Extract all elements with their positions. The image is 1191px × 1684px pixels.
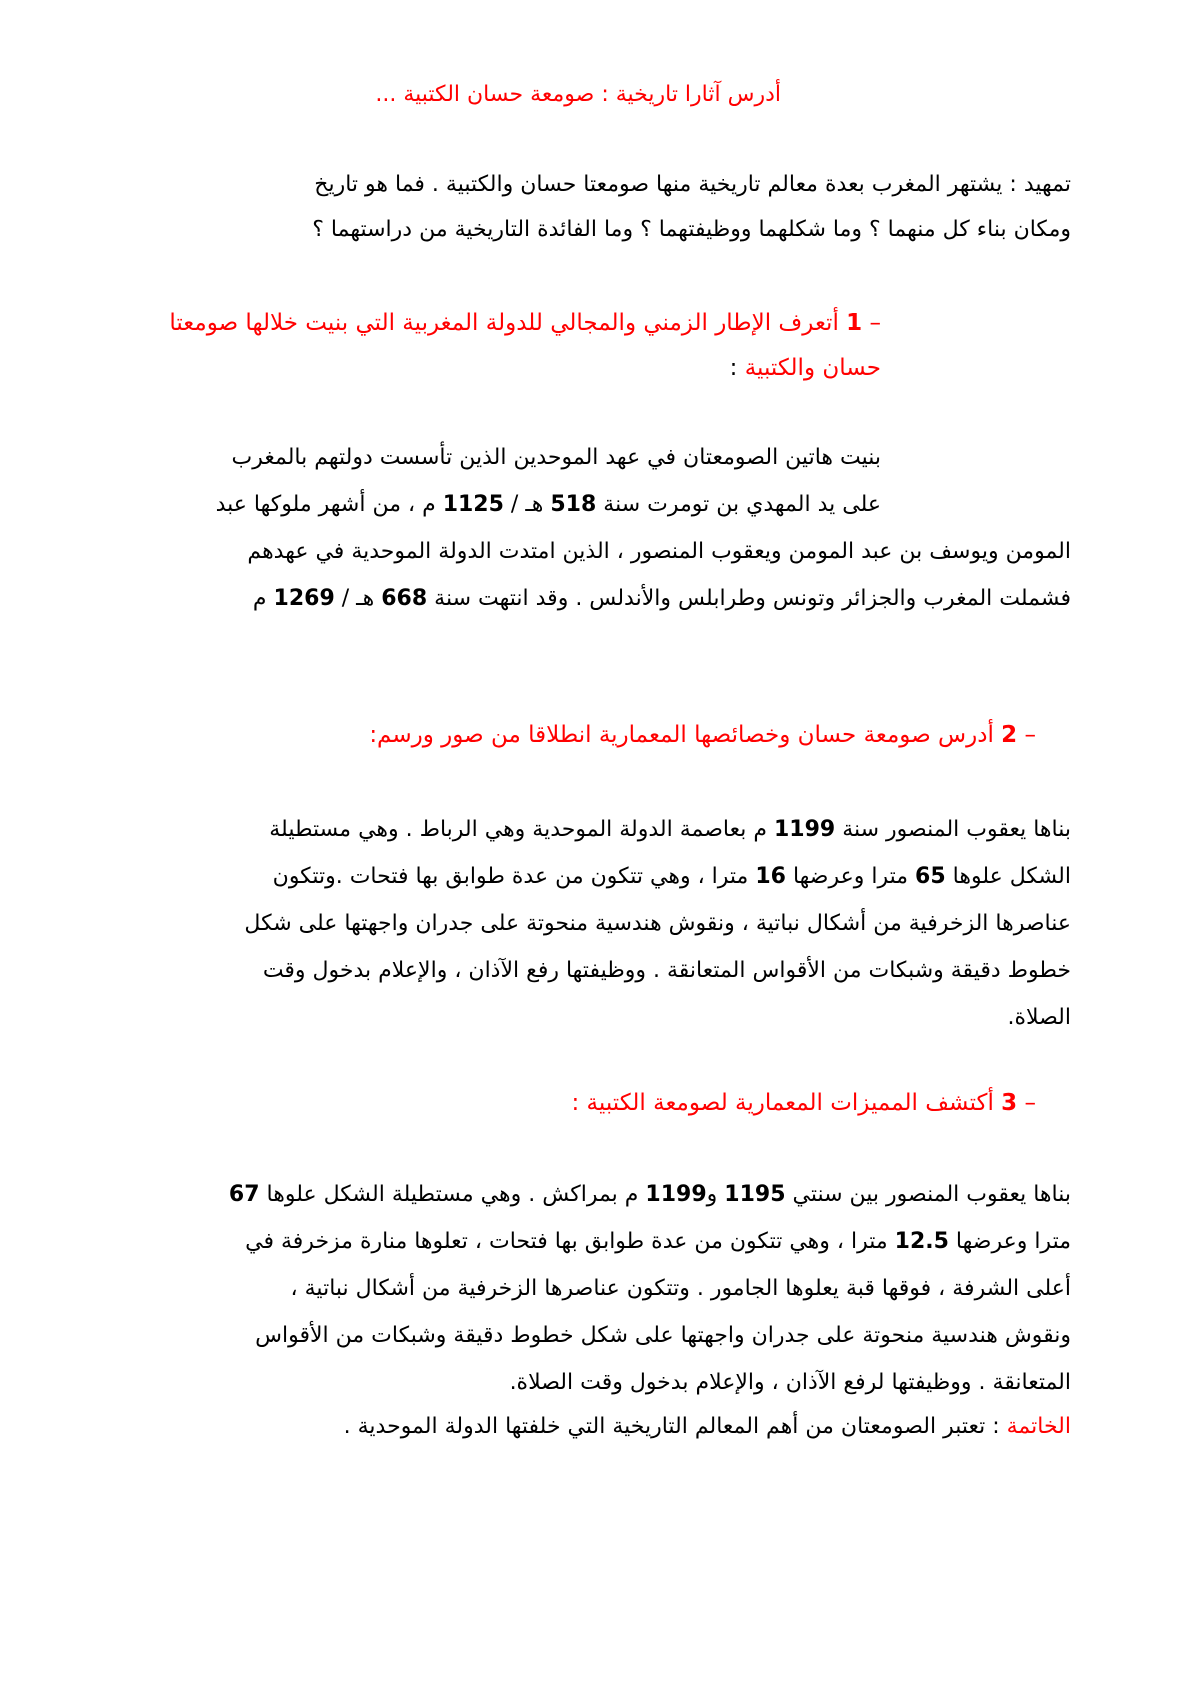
section-1-dash: – (869, 310, 881, 336)
intro-text-2: ومكان بناء كل منهما ؟ وما شكلهما ووظيفتهما ؟ وما الفائدة التاريخية من دراستهما ؟ (312, 217, 1071, 242)
section-3-body-text-4: ونقوش هندسية منحوتة على جدران واجهتها على شكل خطوط دقيقة وشبكات من الأقواس (255, 1323, 1071, 1348)
section-3-body-line-1 (229, 1180, 1071, 1210)
section-2-heading-text: أدرس صومعة حسان وخصائصها المعمارية انطلاقا من صور ورسم: (369, 722, 994, 748)
section-1-body-line-4 (253, 584, 1071, 614)
section-1-body-text-2c: م ، من أشهر ملوكها عبد (215, 492, 443, 517)
section-2-body-text-2b: مترا وعرضها (785, 864, 916, 889)
section-3-number: 3 (1001, 1090, 1018, 1116)
conclusion-line (344, 1412, 1071, 1442)
hassan-build-year: 1199 (773, 817, 836, 842)
year-hijri-founding: 518 (550, 492, 597, 517)
section-2-body-line-3 (244, 909, 1071, 939)
section-2-body-line-4 (263, 956, 1071, 986)
section-3-body-text-2a: مترا وعرضها (948, 1229, 1071, 1254)
year-gregorian-end: 1269 (273, 586, 335, 611)
section-2-body-line-5 (1007, 1003, 1071, 1033)
section-1-body-line-2 (216, 490, 881, 520)
section-3-body-text-1c: م بمراكش . وهي مستطيلة الشكل علوها (259, 1182, 646, 1207)
section-2-body-text-4: خطوط دقيقة وشبكات من الأقواس المتعانقة . ووظيفتها رفع الآذان ، والإعلام بدخول وقت (262, 958, 1071, 983)
section-2-body-text-2c: مترا ، وهي تتكون من عدة طوابق بها فتحات .وتتكون (272, 864, 756, 889)
conclusion-label: الخاتمة (1006, 1414, 1071, 1439)
section-1-heading-line-1 (169, 308, 881, 338)
section-1-body-line-1 (232, 443, 881, 473)
section-1-heading-line-2 (730, 353, 881, 383)
section-3-body-line-2 (245, 1227, 1071, 1257)
section-2-dash: – (1024, 722, 1036, 748)
koutoubia-end-year: 1199 (645, 1182, 707, 1207)
section-3-body-line-5 (510, 1368, 1071, 1398)
section-1-body-text-4b: هـ / (334, 586, 382, 611)
section-2-heading (369, 720, 1036, 750)
page-title-text: أدرس آثارا تاريخية : صومعة حسان الكتبية ... (375, 82, 781, 107)
section-3-body-text-3: أعلى الشرفة ، فوقها قبة يعلوها الجامور . وتتكون عناصرها الزخرفية من أشكال نباتية ، (290, 1276, 1071, 1301)
section-3-body-text-1b: و (706, 1182, 725, 1207)
section-3-body-line-4 (255, 1321, 1071, 1351)
section-2-body-text-2a: الشكل علوها (945, 864, 1071, 889)
section-2-number: 2 (1001, 722, 1018, 748)
page-title (375, 80, 781, 110)
section-3-heading-text: أكتشف المميزات المعمارية لصومعة الكتبية : (571, 1090, 994, 1116)
koutoubia-start-year: 1195 (724, 1182, 786, 1207)
koutoubia-width: 12.5 (894, 1229, 949, 1254)
year-gregorian-founding: 1125 (442, 492, 504, 517)
section-2-body-text-1b: م بعاصمة الدولة الموحدية وهي الرباط . وهي مستطيلة (269, 817, 774, 842)
section-1-body-text-2a: على يد المهدي بن تومرت سنة (596, 492, 881, 517)
section-2-body-text-3: عناصرها الزخرفية من أشكال نباتية ، ونقوش هندسية منحوتة على جدران واجهتها على شكل (244, 911, 1071, 936)
hassan-height: 65 (915, 864, 946, 889)
section-1-body-line-3 (247, 537, 1071, 567)
section-3-heading (572, 1088, 1037, 1118)
section-2-body-text-1a: بناها يعقوب المنصور سنة (835, 817, 1071, 842)
intro-line-2 (312, 215, 1071, 245)
section-1-body-text-4a: فشملت المغرب والجزائر وتونس وطرابلس والأندلس . وقد انتهت سنة (427, 586, 1071, 611)
section-3-body-text-2b: مترا ، وهي تتكون من عدة طوابق بها فتحات ، تعلوها منارة مزخرفة في (245, 1229, 895, 1254)
section-3-body-text-5: المتعانقة . ووظيفتها لرفع الآذان ، والإعلام بدخول وقت الصلاة. (509, 1370, 1071, 1395)
year-hijri-end: 668 (381, 586, 428, 611)
conclusion-text: : تعتبر الصومعتان من أهم المعالم التاريخية التي خلفتها الدولة الموحدية . (343, 1414, 1007, 1439)
hassan-width: 16 (755, 864, 786, 889)
section-1-body-text-2b: هـ / (503, 492, 551, 517)
section-1-heading-text-1: أتعرف الإطار الزمني والمجالي للدولة المغربية التي بنيت خلالها صومعتا (169, 310, 839, 336)
intro-text-1: تمهيد : يشتهر المغرب بعدة معالم تاريخية منها صومعتا حسان والكتبية . فما هو تاريخ (314, 172, 1071, 197)
section-1-body-text-1: بنيت هاتين الصومعتان في عهد الموحدين الذين تأسست دولتهم بالمغرب (231, 445, 881, 470)
section-2-body-line-2 (273, 862, 1071, 892)
section-2-body-text-5: الصلاة. (1007, 1005, 1071, 1030)
section-2-body-line-1 (269, 815, 1071, 845)
section-3-body-line-3 (291, 1274, 1071, 1304)
intro-line-1 (314, 170, 1071, 200)
section-3-dash: – (1024, 1090, 1036, 1116)
section-1-number: 1 (846, 310, 863, 336)
section-1-heading-text-2: حسان والكتبية (744, 355, 881, 381)
section-1-body-text-3: المومن ويوسف بن عبد المومن ويعقوب المنصور ، الذين امتدت الدولة الموحدية في عهدهم (247, 539, 1071, 564)
koutoubia-height: 67 (228, 1182, 260, 1207)
section-3-body-text-1a: بناها يعقوب المنصور بين سنتي (785, 1182, 1071, 1207)
section-1-heading-colon: : (729, 355, 745, 381)
section-1-body-text-4c: م (252, 586, 274, 611)
